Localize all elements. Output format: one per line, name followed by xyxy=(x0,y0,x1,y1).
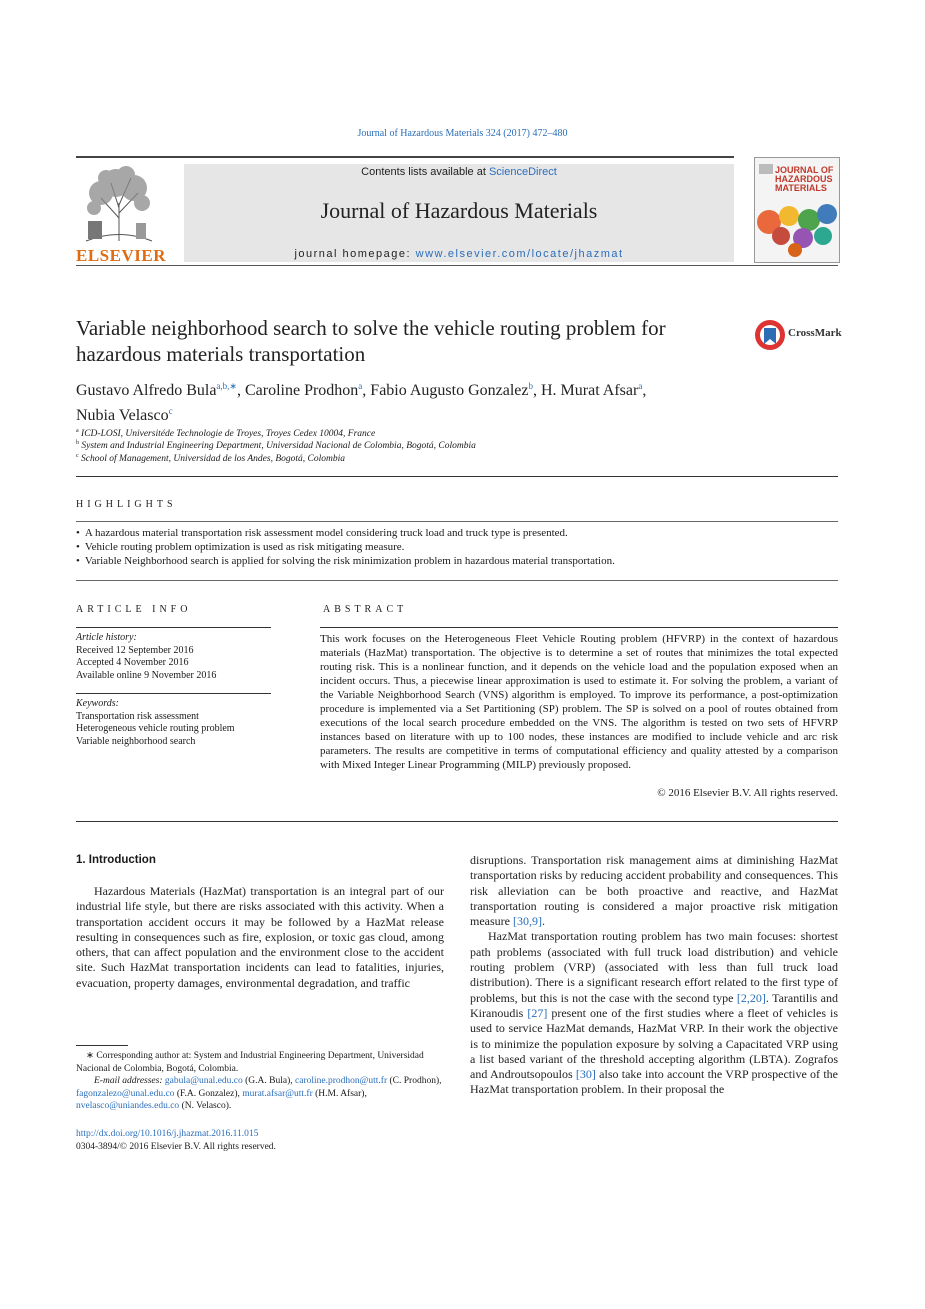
footnote-rule xyxy=(76,1045,128,1046)
email-link[interactable]: caroline.prodhon@utt.fr xyxy=(295,1076,388,1086)
sciencedirect-link[interactable]: ScienceDirect xyxy=(488,166,557,178)
header-rule xyxy=(76,156,734,158)
article-info-heading: ARTICLE INFO xyxy=(76,604,192,615)
email-label: E-mail addresses: xyxy=(94,1076,165,1086)
header-bottom-rule xyxy=(76,265,838,266)
footnotes xyxy=(76,1050,444,1113)
highlight-item: • Variable Neighborhood search is applied for solving the risk minimization problem in hazardous material transportation. xyxy=(76,554,838,568)
author-name[interactable]: H. Murat Afsar xyxy=(541,382,639,399)
citation-link[interactable]: [27] xyxy=(527,1005,548,1020)
affiliation-mark: b xyxy=(76,440,79,446)
abstract-text: This work focuses on the Heterogeneous Fleet Vehicle Routing problem (HFVRP) in the context of hazardous materials (HazMat) transportation. The objective is to determine a set of routes that minimizes the total expected routing risk. This is a nonlinear function, and it depends on the vehicle load and the population exposed when an incident occurs. Thus, a piecewise linear approximation is used to estimate it. For solving the problem, a variant of the Variable Neighborhood Search (VNS) algorithm is employed. To improve its performance, a post-optimization procedure is implemented via a Set Partitioning (SP) problem. The SP is solved on a pool of routes obtained from executions of the local search procedure embedded on the VNS. The algorithm is tested on two sets of HFVRP instances based on literature with up to 100 nodes, these instances are modified to include vehicle and arc risk parameters. The results are competitive in terms of computational efficiency and quality attested by a comparison with Mixed Integer Linear Programming (MILP) previously proposed. xyxy=(320,633,838,771)
body-text: . xyxy=(541,914,545,929)
affiliation-mark: c xyxy=(76,453,79,459)
email-owner: (G.A. Bula), xyxy=(242,1076,296,1086)
history-item: Accepted 4 November 2016 xyxy=(76,657,189,668)
author-name[interactable]: Gustavo Alfredo Bula xyxy=(76,382,217,399)
author-name[interactable]: Fabio Augusto Gonzalez xyxy=(370,382,529,399)
highlight-item: • A hazardous material transportation risk assessment model considering truck load and truck type is presented. xyxy=(76,526,838,540)
history-label: Article history: xyxy=(76,632,137,643)
email-link[interactable]: nvelasco@uniandes.edu.co xyxy=(76,1101,180,1111)
author-sep: , xyxy=(533,382,541,399)
divider xyxy=(76,521,838,522)
elsevier-wordmark: ELSEVIER xyxy=(76,246,166,265)
highlights-list xyxy=(76,526,838,568)
cover-title: JOURNAL OF HAZARDOUS MATERIALS xyxy=(775,165,834,193)
body-text: HazMat transportation routing problem has two main focuses: shortest path problems (associated with full truck load distribution) and vehicle routing problem (VRP) (associated with less than full truck load distribution). There is a significant research effort related to the first type of problems, but this is not the case with the second type xyxy=(470,929,838,1005)
affiliation-text: ICD-LOSI, Universitéde Technologie de Troyes, Troyes Cedex 10004, France xyxy=(81,429,376,439)
keyword-item: Transportation risk assessment xyxy=(76,710,199,722)
divider xyxy=(76,476,838,477)
affiliation-text: System and Industrial Engineering Department, Universidad Nacional de Colombia, Bogotá, Colombia xyxy=(81,441,476,451)
doi-block xyxy=(76,1128,444,1153)
email-owner: (H.M. Afsar), xyxy=(312,1088,367,1099)
article-history xyxy=(76,632,271,682)
keyword-item: Variable neighborhood search xyxy=(76,735,196,747)
history-item: Received 12 September 2016 xyxy=(76,644,194,656)
affiliation-c xyxy=(76,450,838,465)
author-list xyxy=(76,376,838,426)
affiliation-text: School of Management, Universidad de los Andes, Bogotá, Colombia xyxy=(81,454,345,464)
citation-link[interactable]: [30] xyxy=(575,1067,596,1082)
corresponding-author-note: ∗ Corresponding author at: System and Industrial Engineering Department, Universidad Nacional de Colombia, Bogotá, Colombia. xyxy=(76,1051,424,1074)
divider xyxy=(76,693,271,694)
highlight-item: • Vehicle routing problem optimization is used as risk mitigating measure. xyxy=(76,540,838,554)
email-owner: (N. Velasco). xyxy=(179,1101,232,1111)
abstract-copyright: © 2016 Elsevier B.V. All rights reserved. xyxy=(657,787,838,799)
homepage-line xyxy=(184,248,734,260)
author-sup[interactable]: a,b,∗ xyxy=(216,381,237,391)
contents-prefix: Contents lists available at xyxy=(361,166,489,178)
affiliation-mark: a xyxy=(76,428,79,434)
issn-line: 0304-3894/© 2016 Elsevier B.V. All rights reserved. xyxy=(76,1141,276,1152)
body-text: present one of the first studies where a fleet of vehicles is used to service HazMat demands, HazMat VRP. In their work the objective is to minimize the population exposure by solving a Capacitated VRP using a list based variant of the threshold accepting algorithm (LBTA). Zografos and Androutsopoulos xyxy=(470,1005,839,1082)
email-link[interactable]: gabula@unal.edu.co xyxy=(164,1076,243,1086)
intro-paragraph-right-2 xyxy=(470,929,838,1097)
homepage-link[interactable]: www.elsevier.com/locate/jhazmat xyxy=(415,248,624,260)
author-sep: , xyxy=(236,382,245,399)
keyword-item: Heterogeneous vehicle routing problem xyxy=(76,723,235,734)
author-sup[interactable]: a xyxy=(358,381,363,391)
citation-link[interactable]: [30,9] xyxy=(512,914,542,929)
divider xyxy=(76,627,271,628)
author-name[interactable]: Caroline Prodhon xyxy=(244,382,359,399)
crossmark-label[interactable]: CrossMark xyxy=(788,327,842,339)
homepage-label: journal homepage: xyxy=(294,248,416,260)
body-text: also take into account the VRP prospective of the HazMat transportation problem. In their proposal the xyxy=(470,1067,838,1097)
email-link[interactable]: fagonzalezo@unal.edu.co xyxy=(76,1088,175,1099)
intro-paragraph-right-1 xyxy=(470,853,838,929)
author-name[interactable]: Nubia Velasco xyxy=(76,407,169,424)
email-owner: (F.A. Gonzalez), xyxy=(174,1088,243,1099)
divider xyxy=(320,627,838,628)
author-sup[interactable]: a xyxy=(638,381,643,391)
highlights-heading: HIGHLIGHTS xyxy=(76,499,177,510)
keywords xyxy=(76,698,271,748)
journal-title: Journal of Hazardous Materials xyxy=(320,198,598,223)
body-text: disruptions. Transportation risk management aims at diminishing HazMat transportation risks by reducing accident probability and consequences. This risk alleviation can be both proactive and reactive, and HazMat transportation routing is considered a major proactive risk mitigation measure xyxy=(470,853,838,929)
citation-link[interactable]: [2,20] xyxy=(736,990,766,1005)
author-sup[interactable]: c xyxy=(168,406,173,416)
doi-link[interactable]: http://dx.doi.org/10.1016/j.jhazmat.2016.11.015 xyxy=(76,1129,259,1139)
contents-line xyxy=(184,166,734,178)
email-link[interactable]: murat.afsar@utt.fr xyxy=(242,1088,313,1099)
email-addresses xyxy=(76,1075,444,1113)
history-item: Available online 9 November 2016 xyxy=(76,669,217,681)
author-sup[interactable]: b xyxy=(528,381,533,391)
author-sep: , xyxy=(362,382,371,399)
author-sep: , xyxy=(642,382,647,399)
intro-paragraph-left: Hazardous Materials (HazMat) transportation is an integral part of our industrial life style, but there are risks associated with this activity. When a transportation accident occurs it may be followed by a HazMat release resulting in consequences such as fire, explosion, or toxic gas cloud, among others, that can affect population and the environment close to the accident site. Such HazMat transportation incidents can lead to fatalities, injuries, evacuation, property damages, environmental degradation, and traffic xyxy=(76,884,444,990)
intro-column-right xyxy=(470,853,838,1098)
article-title: Variable neighborhood search to solve the vehicle routing problem for hazardous materials transportation xyxy=(76,316,666,366)
keywords-label: Keywords: xyxy=(76,698,119,709)
journal-citation[interactable]: Journal of Hazardous Materials 324 (2017) 472–480 xyxy=(357,128,568,139)
divider xyxy=(76,580,838,581)
section-title: 1. Introduction xyxy=(76,854,156,866)
divider xyxy=(76,821,838,822)
email-owner: (C. Prodhon), xyxy=(387,1076,442,1086)
abstract-heading: ABSTRACT xyxy=(323,604,408,615)
body-text: . Tarantilis and Kiranoudis xyxy=(470,990,838,1020)
